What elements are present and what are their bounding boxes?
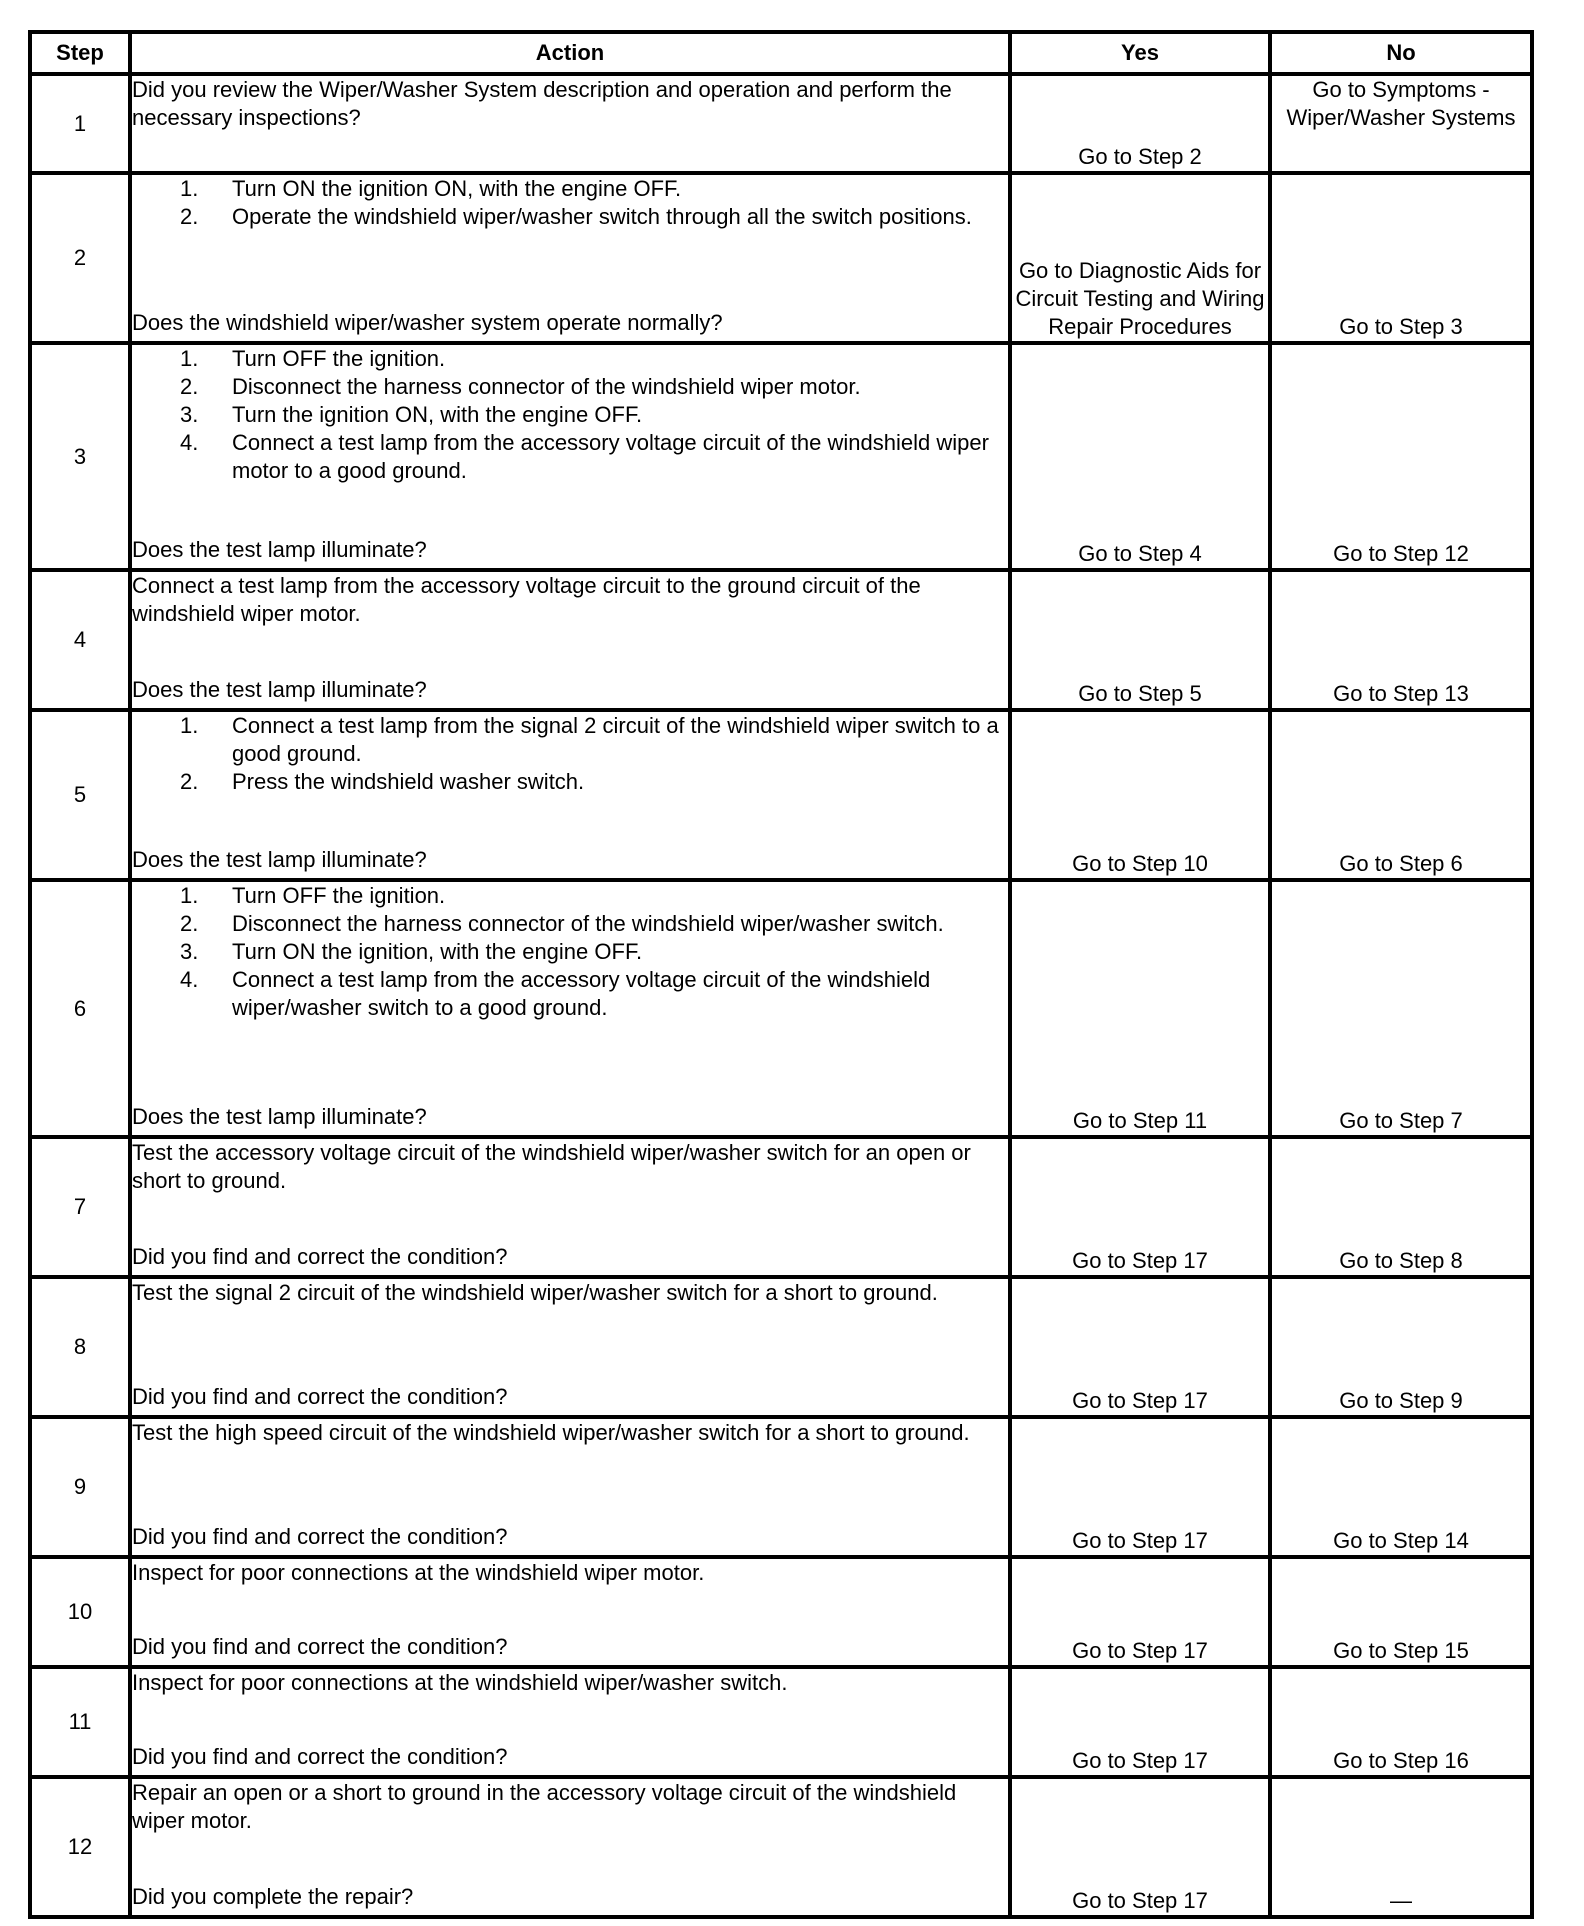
no-result: Go to Step 7 xyxy=(1270,880,1532,1137)
action-step-number: 4. xyxy=(180,430,199,455)
no-result: Go to Step 13 xyxy=(1270,570,1532,710)
action-step-number: 1. xyxy=(180,346,199,371)
step-number: 3 xyxy=(30,343,130,570)
action-body xyxy=(132,1779,1008,1835)
no-result: Go to Step 16 xyxy=(1270,1667,1532,1777)
table-row xyxy=(30,880,1532,1137)
action-step-item xyxy=(132,175,1008,203)
action-body xyxy=(132,1669,1008,1697)
action-step-number: 3. xyxy=(180,939,199,964)
action-text: Test the accessory voltage circuit of the windshield wiper/washer switch for an open or short to ground. xyxy=(132,1140,971,1193)
no-result: Go to Step 6 xyxy=(1270,710,1532,880)
action-text: Did you review the Wiper/Washer System description and operation and perform the necessary inspections? xyxy=(132,77,952,130)
action-body xyxy=(132,1279,1008,1307)
action-step-item xyxy=(132,966,1008,1022)
step-number: 7 xyxy=(30,1137,130,1277)
action-cell xyxy=(130,710,1010,880)
no-result: — xyxy=(1270,1777,1532,1917)
action-step-number: 2. xyxy=(180,374,199,399)
table-row xyxy=(30,570,1532,710)
action-question: Does the test lamp illuminate? xyxy=(132,1104,427,1129)
action-step-text: Turn the ignition ON, with the engine OFF. xyxy=(232,402,643,427)
step-number: 11 xyxy=(30,1667,130,1777)
action-step-number: 2. xyxy=(180,769,199,794)
action-cell xyxy=(130,1557,1010,1667)
action-steps-list xyxy=(132,882,1008,1022)
action-steps-list xyxy=(132,712,1008,796)
yes-result: Go to Step 4 xyxy=(1010,343,1270,570)
yes-result: Go to Step 17 xyxy=(1010,1777,1270,1917)
no-result: Go to Step 14 xyxy=(1270,1417,1532,1557)
action-step-text: Operate the windshield wiper/washer switch through all the switch positions. xyxy=(232,204,972,229)
no-result: Go to Step 9 xyxy=(1270,1277,1532,1417)
action-cell xyxy=(130,570,1010,710)
no-result: Go to Step 8 xyxy=(1270,1137,1532,1277)
action-question: Did you find and correct the condition? xyxy=(132,1244,508,1269)
yes-result: Go to Step 17 xyxy=(1010,1667,1270,1777)
action-step-text: Connect a test lamp from the signal 2 circuit of the windshield wiper switch to a good ground. xyxy=(232,713,999,766)
step-number: 6 xyxy=(30,880,130,1137)
action-body xyxy=(132,572,1008,628)
diagnostic-steps-table xyxy=(28,30,1534,1919)
step-number: 5 xyxy=(30,710,130,880)
yes-result: Go to Step 17 xyxy=(1010,1417,1270,1557)
header-action: Action xyxy=(130,32,1010,74)
action-step-item xyxy=(132,373,1008,401)
action-step-text: Press the windshield washer switch. xyxy=(232,769,585,794)
action-step-text: Turn ON the ignition, with the engine OFF. xyxy=(232,939,643,964)
action-steps-list xyxy=(132,345,1008,485)
table-row xyxy=(30,1417,1532,1557)
action-step-text: Turn ON the ignition ON, with the engine OFF. xyxy=(232,176,682,201)
action-cell xyxy=(130,1667,1010,1777)
action-step-text: Disconnect the harness connector of the windshield wiper motor. xyxy=(232,374,861,399)
action-step-text: Turn OFF the ignition. xyxy=(232,346,446,371)
action-body xyxy=(132,76,1008,132)
action-question: Does the test lamp illuminate? xyxy=(132,537,427,562)
action-question: Did you find and correct the condition? xyxy=(132,1744,508,1769)
action-body xyxy=(132,1559,1008,1587)
action-cell xyxy=(130,1277,1010,1417)
step-number: 9 xyxy=(30,1417,130,1557)
table-row xyxy=(30,1557,1532,1667)
table-row xyxy=(30,710,1532,880)
table-row xyxy=(30,1777,1532,1917)
step-number: 10 xyxy=(30,1557,130,1667)
step-number: 4 xyxy=(30,570,130,710)
action-step-item xyxy=(132,401,1008,429)
action-cell xyxy=(130,1137,1010,1277)
action-step-item xyxy=(132,429,1008,485)
header-row xyxy=(30,32,1532,74)
no-result: Go to Step 3 xyxy=(1270,173,1532,343)
action-step-number: 4. xyxy=(180,967,199,992)
table-row xyxy=(30,173,1532,343)
action-step-text: Disconnect the harness connector of the windshield wiper/washer switch. xyxy=(232,911,944,936)
no-result: Go to Step 15 xyxy=(1270,1557,1532,1667)
action-step-number: 1. xyxy=(180,176,199,201)
action-text: Test the high speed circuit of the windshield wiper/washer switch for a short to ground. xyxy=(132,1420,970,1445)
yes-result: Go to Step 11 xyxy=(1010,880,1270,1137)
yes-result: Go to Step 17 xyxy=(1010,1137,1270,1277)
header-step: Step xyxy=(30,32,130,74)
action-text: Inspect for poor connections at the windshield wiper/washer switch. xyxy=(132,1670,788,1695)
action-cell xyxy=(130,173,1010,343)
table-row xyxy=(30,1667,1532,1777)
action-step-item xyxy=(132,345,1008,373)
action-cell xyxy=(130,74,1010,173)
action-steps-list xyxy=(132,175,1008,231)
action-question: Did you complete the repair? xyxy=(132,1884,414,1909)
step-number: 2 xyxy=(30,173,130,343)
action-step-item xyxy=(132,768,1008,796)
action-text: Test the signal 2 circuit of the windshield wiper/washer switch for a short to ground. xyxy=(132,1280,938,1305)
action-text: Connect a test lamp from the accessory voltage circuit to the ground circuit of the windshield wiper motor. xyxy=(132,573,921,626)
table-row xyxy=(30,343,1532,570)
step-number: 1 xyxy=(30,74,130,173)
action-cell xyxy=(130,1417,1010,1557)
action-cell xyxy=(130,880,1010,1137)
action-question: Did you find and correct the condition? xyxy=(132,1384,508,1409)
action-step-number: 1. xyxy=(180,713,199,738)
yes-result: Go to Diagnostic Aids for Circuit Testing and Wiring Repair Procedures xyxy=(1010,173,1270,343)
action-question: Did you find and correct the condition? xyxy=(132,1524,508,1549)
action-step-text: Connect a test lamp from the accessory voltage circuit of the windshield wiper motor to a good ground. xyxy=(232,430,989,483)
action-step-item xyxy=(132,882,1008,910)
header-yes: Yes xyxy=(1010,32,1270,74)
action-body xyxy=(132,712,1008,796)
action-body xyxy=(132,175,1008,231)
action-body xyxy=(132,1419,1008,1447)
action-step-number: 2. xyxy=(180,911,199,936)
action-cell xyxy=(130,1777,1010,1917)
yes-result: Go to Step 17 xyxy=(1010,1557,1270,1667)
action-step-text: Turn OFF the ignition. xyxy=(232,883,446,908)
action-step-text: Connect a test lamp from the accessory voltage circuit of the windshield wiper/washer switch to a good ground. xyxy=(232,967,931,1020)
step-number: 12 xyxy=(30,1777,130,1917)
yes-result: Go to Step 2 xyxy=(1010,74,1270,173)
action-step-item xyxy=(132,203,1008,231)
action-text: Inspect for poor connections at the windshield wiper motor. xyxy=(132,1560,705,1585)
action-question: Does the test lamp illuminate? xyxy=(132,677,427,702)
yes-result: Go to Step 5 xyxy=(1010,570,1270,710)
header-no: No xyxy=(1270,32,1532,74)
action-body xyxy=(132,345,1008,485)
action-step-item xyxy=(132,938,1008,966)
action-step-number: 2. xyxy=(180,204,199,229)
action-body xyxy=(132,882,1008,1022)
step-number: 8 xyxy=(30,1277,130,1417)
action-step-number: 3. xyxy=(180,402,199,427)
no-result: Go to Symptoms - Wiper/Washer Systems xyxy=(1270,74,1532,173)
action-cell xyxy=(130,343,1010,570)
action-body xyxy=(132,1139,1008,1195)
action-text: Repair an open or a short to ground in the accessory voltage circuit of the windshield wiper motor. xyxy=(132,1780,957,1833)
action-question: Does the test lamp illuminate? xyxy=(132,847,427,872)
action-step-item xyxy=(132,910,1008,938)
yes-result: Go to Step 10 xyxy=(1010,710,1270,880)
no-result: Go to Step 12 xyxy=(1270,343,1532,570)
action-question: Does the windshield wiper/washer system operate normally? xyxy=(132,310,723,335)
action-step-number: 1. xyxy=(180,883,199,908)
table-row xyxy=(30,1137,1532,1277)
yes-result: Go to Step 17 xyxy=(1010,1277,1270,1417)
table-row xyxy=(30,74,1532,173)
action-step-item xyxy=(132,712,1008,768)
table-row xyxy=(30,1277,1532,1417)
action-question: Did you find and correct the condition? xyxy=(132,1634,508,1659)
